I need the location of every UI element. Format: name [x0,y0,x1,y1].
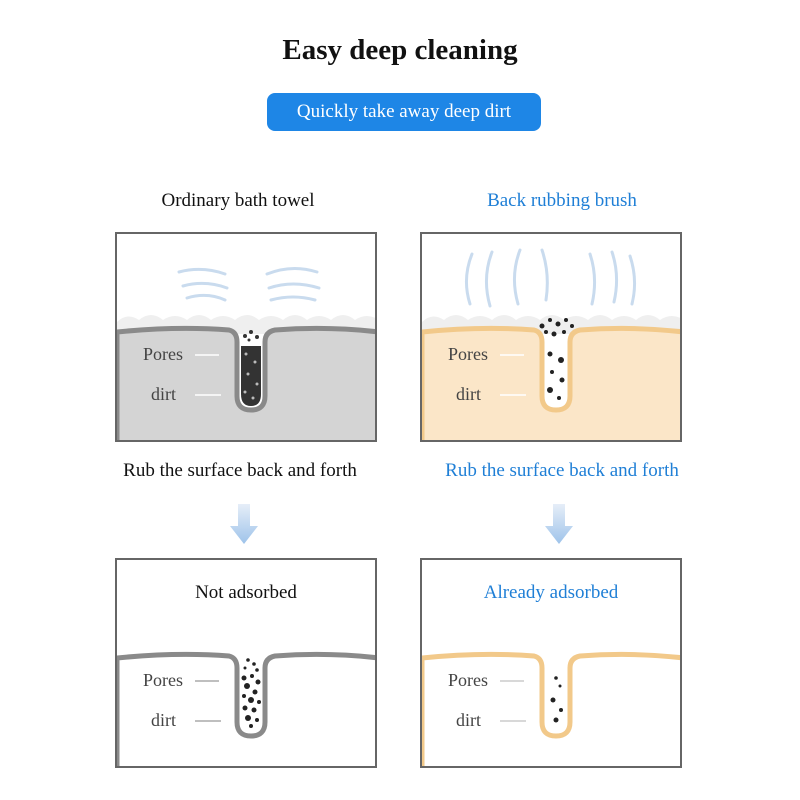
already-adsorbed-title: Already adsorbed [483,582,619,603]
left-caption: Rub the surface back and forth [123,460,357,481]
not-adsorbed-panel [115,558,377,768]
subtitle-badge: Quickly take away deep dirt [267,93,541,131]
dirt-label: dirt [151,384,176,404]
right-caption: Rub the surface back and forth [445,460,679,481]
page-title: Easy deep cleaning [282,34,518,66]
towel-rubbing-illustration [117,234,377,442]
wind-swirl-icon [179,268,319,300]
wind-swirl-icon [466,250,634,306]
dirt-label: dirt [151,710,176,730]
pores-label: Pores [448,670,488,690]
dirt-label: dirt [456,710,481,730]
pores-label: Pores [448,344,488,364]
towel-rubbing-panel [115,232,377,442]
not-adsorbed-title: Not adsorbed [195,582,297,603]
down-arrow-icon [545,504,573,546]
brush-rubbing-panel [420,232,682,442]
pores-label: Pores [143,670,183,690]
dirt-label: dirt [456,384,481,404]
right-heading: Back rubbing brush [487,190,637,211]
already-adsorbed-panel [420,558,682,768]
down-arrow-icon [230,504,258,546]
brush-rubbing-illustration [422,234,682,442]
left-heading: Ordinary bath towel [161,190,315,211]
pores-label: Pores [143,344,183,364]
